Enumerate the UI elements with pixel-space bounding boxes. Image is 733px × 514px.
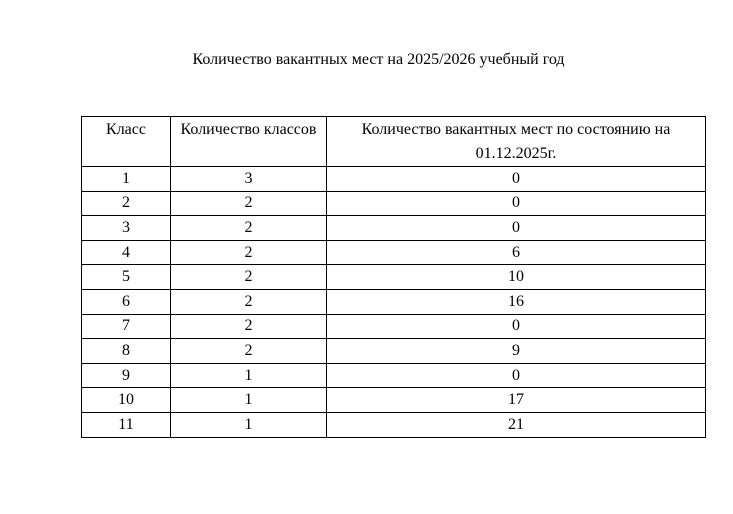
cell-vacancies: 0 bbox=[327, 216, 706, 241]
cell-grade: 10 bbox=[82, 388, 171, 413]
cell-class-count: 1 bbox=[171, 363, 327, 388]
cell-vacancies: 0 bbox=[327, 363, 706, 388]
cell-class-count: 1 bbox=[171, 412, 327, 437]
cell-grade: 5 bbox=[82, 265, 171, 290]
table-row bbox=[82, 289, 706, 314]
table-row bbox=[82, 265, 706, 290]
cell-class-count: 2 bbox=[171, 216, 327, 241]
cell-class-count: 1 bbox=[171, 388, 327, 413]
cell-grade: 3 bbox=[82, 216, 171, 241]
header-vacancies: Количество вакантных мест по состоянию на 01.12.2025г. bbox=[327, 117, 706, 167]
cell-grade: 9 bbox=[82, 363, 171, 388]
cell-vacancies: 16 bbox=[327, 289, 706, 314]
cell-grade: 8 bbox=[82, 339, 171, 364]
cell-class-count: 2 bbox=[171, 339, 327, 364]
cell-grade: 11 bbox=[82, 412, 171, 437]
cell-grade: 2 bbox=[82, 191, 171, 216]
cell-class-count: 2 bbox=[171, 191, 327, 216]
cell-grade: 6 bbox=[82, 289, 171, 314]
cell-class-count: 2 bbox=[171, 240, 327, 265]
table-row bbox=[82, 388, 706, 413]
document-title: Количество вакантных мест на 2025/2026 учебный год bbox=[192, 51, 565, 68]
cell-vacancies: 0 bbox=[327, 191, 706, 216]
cell-vacancies: 21 bbox=[327, 412, 706, 437]
table-row bbox=[82, 363, 706, 388]
cell-grade: 4 bbox=[82, 240, 171, 265]
cell-vacancies: 0 bbox=[327, 167, 706, 192]
cell-grade: 1 bbox=[82, 167, 171, 192]
table-body bbox=[82, 167, 706, 438]
cell-class-count: 2 bbox=[171, 289, 327, 314]
table-row bbox=[82, 216, 706, 241]
cell-vacancies: 6 bbox=[327, 240, 706, 265]
table-row bbox=[82, 191, 706, 216]
cell-vacancies: 17 bbox=[327, 388, 706, 413]
table-row bbox=[82, 314, 706, 339]
table-row bbox=[82, 412, 706, 437]
cell-vacancies: 9 bbox=[327, 339, 706, 364]
cell-class-count: 2 bbox=[171, 314, 327, 339]
table-header-row bbox=[82, 117, 706, 167]
vacancies-table bbox=[81, 116, 706, 438]
cell-grade: 7 bbox=[82, 314, 171, 339]
table-row bbox=[82, 240, 706, 265]
table-row bbox=[82, 167, 706, 192]
cell-vacancies: 0 bbox=[327, 314, 706, 339]
cell-class-count: 2 bbox=[171, 265, 327, 290]
table-row bbox=[82, 339, 706, 364]
cell-class-count: 3 bbox=[171, 167, 327, 192]
cell-vacancies: 10 bbox=[327, 265, 706, 290]
header-grade: Класс bbox=[82, 117, 171, 167]
header-class-count: Количество классов bbox=[171, 117, 327, 167]
